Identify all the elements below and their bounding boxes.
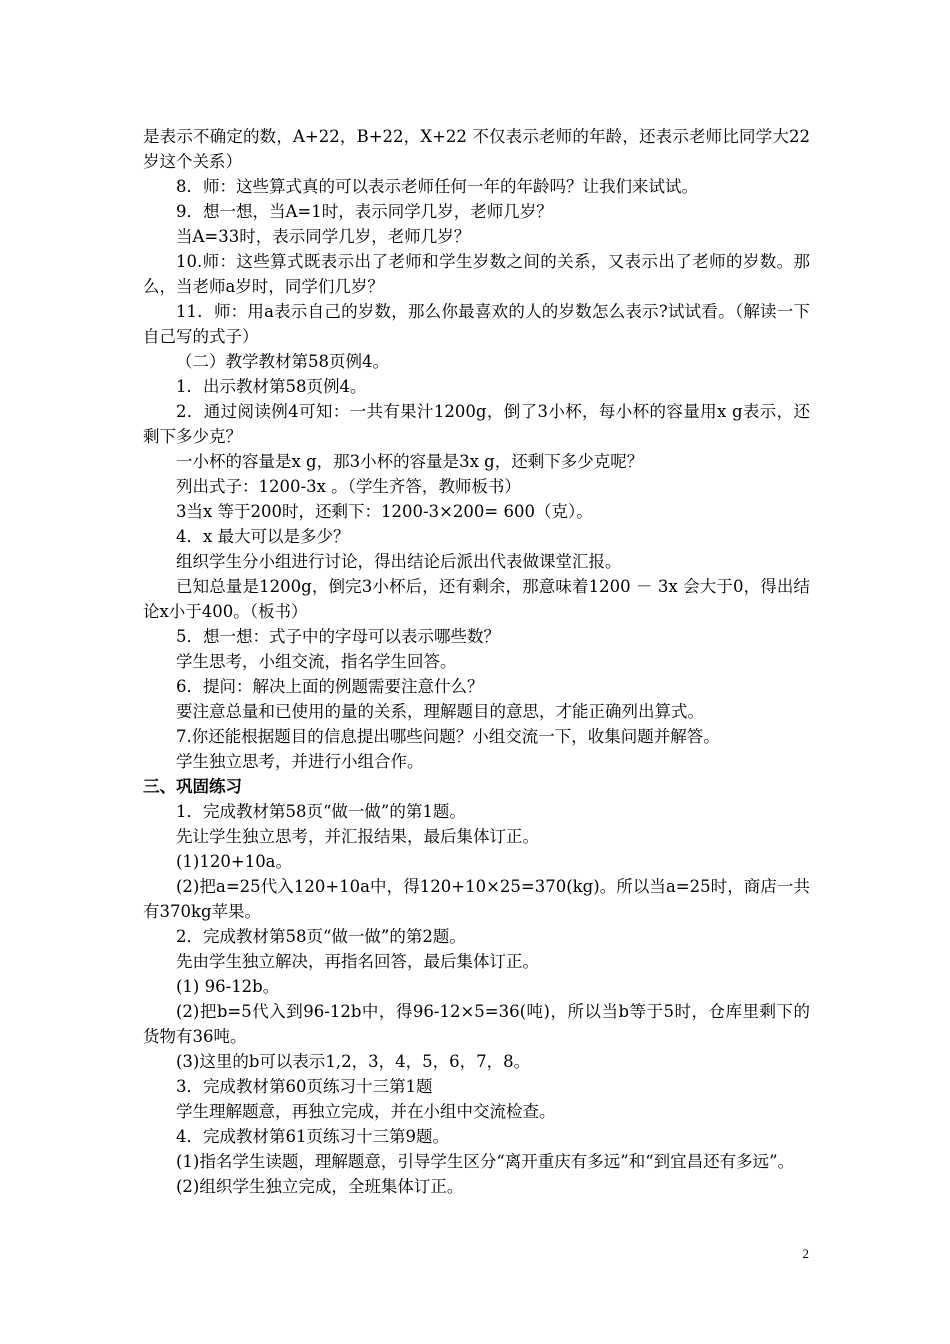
- paragraph: 当A=33时，表示同学几岁，老师几岁？: [176, 227, 471, 246]
- paragraph: (1) 96-12b。: [176, 977, 280, 996]
- paragraph: 6．提问：解决上面的例题需要注意什么？: [176, 677, 484, 696]
- paragraph: 1．出示教材第58页例4。: [176, 377, 367, 396]
- paragraph: (2)把b=5代入到96-12b中，得96-12×5=36(吨)，所以当b等于5时，仓库里剩下的货物有36吨。: [143, 1002, 810, 1046]
- paragraph: 学生理解题意，再独立完成，并在小组中交流检查。: [176, 1102, 556, 1121]
- paragraph: 组织学生分小组进行讨论，得出结论后派出代表做课堂汇报。: [176, 552, 622, 571]
- paragraph: (3)这里的b可以表示1,2，3，4，5，6，7，8。: [176, 1052, 531, 1071]
- paragraph: 5．想一想：式子中的字母可以表示哪些数？: [176, 627, 500, 646]
- paragraph: 是表示不确定的数，A+22，B+22，X+22 不仅表示老师的年龄，还表示老师比同学大22 岁这个关系）: [143, 127, 810, 171]
- paragraph: 一小杯的容量是x g，那3小杯的容量是3x g，还剩下多少克呢？: [176, 452, 644, 471]
- paragraph: (2)组织学生独立完成，全班集体订正。: [176, 1177, 464, 1196]
- paragraph: 4．完成教材第61页练习十三第9题。: [176, 1127, 449, 1146]
- paragraph: 要注意总量和已使用的量的关系，理解题目的意思，才能正确列出算式。: [176, 702, 704, 721]
- paragraph: (1)120+10a。: [176, 852, 293, 871]
- paragraph: 列出式子：1200-3x 。（学生齐答，教师板书）: [176, 477, 521, 496]
- paragraph: (1)指名学生读题，理解题意，引导学生区分“离开重庆有多远”和“到宜昌还有多远”。: [176, 1152, 795, 1171]
- paragraph: 2．通过阅读例4可知：一共有果汁1200g，倒了3小杯，每小杯的容量用x g表示，还剩下多少克？: [143, 402, 810, 446]
- paragraph: 学生独立思考，并进行小组合作。: [176, 752, 424, 771]
- paragraph: 3．完成教材第60页练习十三第1题: [176, 1077, 433, 1096]
- paragraph: 8．师：这些算式真的可以表示老师任何一年的年龄吗？让我们来试试。: [176, 177, 698, 196]
- paragraph: 3当x 等于200时，还剩下：1200-3×200= 600（克）。: [176, 502, 593, 521]
- paragraph: 2．完成教材第58页“做一做”的第2题。: [176, 927, 466, 946]
- paragraph: 10.师：这些算式既表示出了老师和学生岁数之间的关系，又表示出了老师的岁数。那么，当老师a岁时，同学们几岁？: [143, 252, 810, 296]
- paragraph: 已知总量是1200g，倒完3小杯后，还有剩余，那意味着1200 － 3x 会大于0，得出结论x小于400。（板书）: [143, 577, 810, 621]
- paragraph: 9．想一想，当A=1时，表示同学几岁，老师几岁？: [176, 202, 553, 221]
- paragraph: 学生思考，小组交流，指名学生回答。: [176, 652, 457, 671]
- paragraph: (2)把a=25代入120+10a中，得120+10×25=370(kg)。所以当a=25时，商店一共有370kg苹果。: [143, 877, 810, 921]
- paragraph: 4．x 最大可以是多少？: [176, 527, 350, 546]
- paragraph: 先让学生独立思考，并汇报结果，最后集体订正。: [176, 827, 539, 846]
- paragraph: 7.你还能根据题目的信息提出哪些问题？小组交流一下，收集问题并解答。: [176, 727, 720, 746]
- paragraph: 先由学生独立解决，再指名回答，最后集体订正。: [176, 952, 539, 971]
- page-number: 2: [802, 1246, 809, 1261]
- subsection-heading: （二）教学教材第58页例4。: [176, 352, 389, 371]
- paragraph: 1．完成教材第58页“做一做”的第1题。: [176, 802, 466, 821]
- paragraph: 11．师：用a表示自己的岁数，那么你最喜欢的人的岁数怎么表示?试试看。（解读一下自己写的式子）: [143, 302, 810, 346]
- section-heading: 三、巩固练习: [143, 777, 242, 796]
- document-body: [143, 124, 810, 1199]
